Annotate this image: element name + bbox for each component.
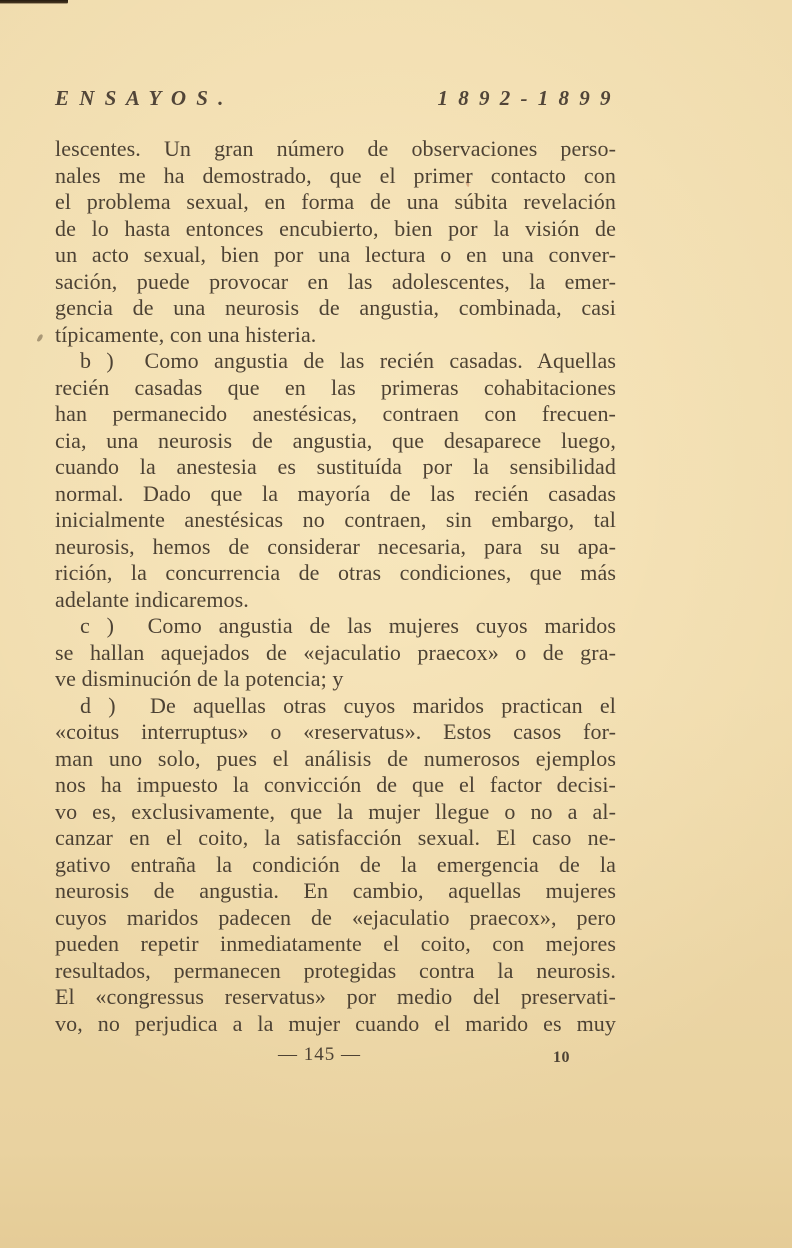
page-number: — 145 — xyxy=(278,1044,361,1065)
text-line: neurosis de angustia. En cambio, aquellas mujeres xyxy=(55,878,616,903)
text-line: adelante indicaremos. xyxy=(55,586,249,612)
text-line: cuando la anestesia es sustituída por la sensibilidad xyxy=(55,454,616,479)
text-line: gencia de una neurosis de angustia, combinada, casi xyxy=(55,295,616,320)
text-line: resultados, permanecen protegidas contra la neurosis. xyxy=(55,957,616,983)
text-line: inicialmente anestésicas no contraen, sin embargo, tal xyxy=(55,507,616,532)
text-line: normal. Dado que la mayoría de las recién casadas xyxy=(55,480,616,506)
running-header xyxy=(55,86,613,111)
text-line: vo es, exclusivamente, que la mujer llegue o no a al- xyxy=(55,798,616,824)
text-line: de lo hasta entonces encubierto, bien por la visión de xyxy=(55,215,616,241)
text-line: man uno solo, pues el análisis de numerosos ejemplos xyxy=(55,745,616,771)
text-line: pueden repetir inmediatamente el coito, con mejores xyxy=(55,931,616,956)
text-line: típicamente, con una histeria. xyxy=(55,321,317,347)
text-line: nales me ha demostrado, que el primer contacto con xyxy=(55,162,616,188)
text-line: cuyos maridos padecen de «ejaculatio praecox», pero xyxy=(55,904,616,930)
text-line: rición, la concurrencia de otras condiciones, que más xyxy=(55,560,616,585)
header-title: E N S A Y O S . xyxy=(55,86,226,110)
text-line: el problema sexual, en forma de una súbita revelación xyxy=(55,189,616,214)
text-line: sación, puede provocar en las adolescentes, la emer- xyxy=(55,268,616,294)
signature-number: 10 xyxy=(553,1049,570,1066)
text-line: se hallan aquejados de «ejaculatio praecox» o de gra- xyxy=(55,639,616,665)
text-line: nos ha impuesto la convicción de que el factor decisi- xyxy=(55,772,616,797)
text-line: c ) Como angustia de las mujeres cuyos maridos xyxy=(80,613,616,638)
text-line: gativo entraña la condición de la emergencia de la xyxy=(55,851,616,877)
text-line: «coitus interruptus» o «reservatus». Estos casos for- xyxy=(55,719,616,744)
text-line: ve disminución de la potencia; y xyxy=(55,666,344,691)
text-line: lescentes. Un gran número de observaciones perso- xyxy=(55,136,616,161)
scan-edge-artifact xyxy=(0,0,68,4)
text-line: un acto sexual, bien por una lectura o en una conver- xyxy=(55,242,616,267)
header-years: 1 8 9 2 - 1 8 9 9 xyxy=(437,86,613,110)
text-line: canzar en el coito, la satisfacción sexual. El caso ne- xyxy=(55,825,616,850)
scan-speck xyxy=(37,334,44,343)
body-text xyxy=(55,136,616,1037)
text-line: b ) Como angustia de las recién casadas. Aquellas xyxy=(80,348,616,373)
text-line: neurosis, hemos de considerar necesaria, para su apa- xyxy=(55,533,616,559)
text-line: d ) De aquellas otras cuyos maridos practican el xyxy=(80,692,616,718)
text-line: vo, no perjudica a la mujer cuando el marido es muy xyxy=(55,1010,616,1036)
text-line: recién casadas que en las primeras cohabitaciones xyxy=(55,374,616,400)
text-line: El «congressus reservatus» por medio del preservati- xyxy=(55,984,616,1009)
text-line: han permanecido anestésicas, contraen con frecuen- xyxy=(55,401,616,426)
text-line: cia, una neurosis de angustia, que desaparece luego, xyxy=(55,427,616,453)
page-footer xyxy=(55,1044,616,1074)
